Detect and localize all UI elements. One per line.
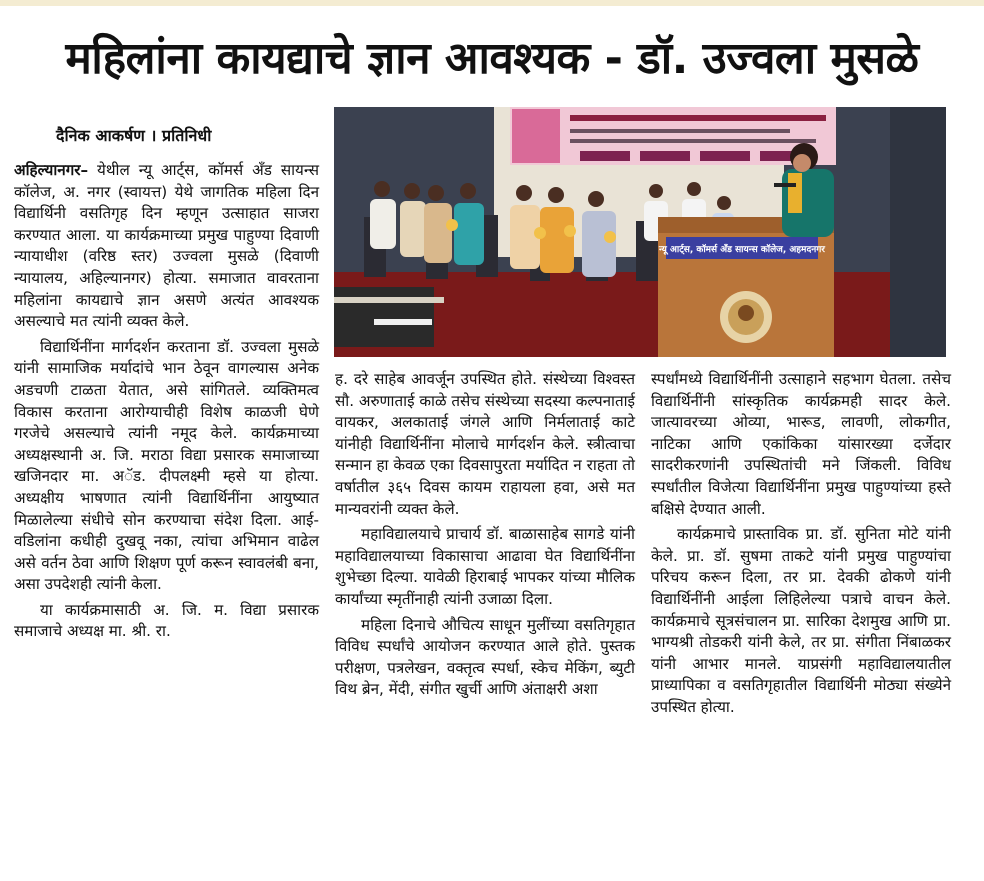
paragraph: महिला दिनाचे औचित्य साधून मुलींच्या वसतिगृहात विविध स्पर्धांचे आयोजन करण्यात आले होते. पुस्तक परीक्षण, पत्रलेखन, वक्तृत्व स्पर्धा, स्केच मेकिंग, ब्युटी विथ ब्रेन, मेंदी, संगीत खुर्ची आणि अंताक्षरी अशा xyxy=(335,615,635,699)
paragraph-text: येथील न्यू आर्ट्स, कॉमर्स अँड सायन्स कॉलेज, अ. नगर (स्वायत्त) येथे जागतिक महिला दिन विद्यार्थिनी वसतिगृह दिन म्हणून उत्साहात साजरा करण्यात आला. या कार्यक्रमाच्या प्रमुख पाहुण्या दिवाणी न्यायाधीश (वरिष्ठ स्तर) उज्वला मुसळे (दिवाणी न्यायालय, अहिल्यानगर) होत्या. समाजात वावरताना महिलांना कायद्याचे ज्ञान असणे अत्यंत आवश्यक असल्याचे मत त्यांनी व्यक्त केले. xyxy=(14,161,319,331)
paragraph: महाविद्यालयाचे प्राचार्य डॉ. बाळासाहेब सागडे यांनी महाविद्यालयाच्या विकासाचा आढावा घेत विद्यार्थिनींना शुभेच्छा दिल्या. यावेळी हिराबाई भापकर यांच्या मौलिक कार्यांच्या स्मृतींनाही त्यांनी उजाळा दिला. xyxy=(335,525,635,608)
paragraph: कार्यक्रमाचे प्रास्ताविक प्रा. डॉ. सुनिता मोटे यांनी केले. प्रा. डॉ. सुषमा ताकटे यांनी प्रमुख पाहुण्यांचा परिचय करून दिला, तर प्रा. देवकी ढोकणे यांनी विद्यार्थिनींनी आईला लिहिलेल्या पत्राचे वाचन केले. कार्यक्रमाचे सूत्रसंचालन प्रा. सारिका देशमुख आणि प्रा. भाग्यश्री तोडकरी यांनी केले, तर प्रा. संगीता निंबाळकर यांनी आभार मानले. याप्रसंगी महाविद्यालयातील प्राध्यापिका व वसतिगृहातील विद्यार्थिनी मोठ्या संख्येने उपस्थित होत्या. xyxy=(651,525,951,716)
top-border xyxy=(0,0,984,6)
podium-sign: न्यू आर्ट्स, कॉमर्स अँड सायन्स कॉलेज, अहमदनगर xyxy=(659,245,825,255)
paragraph: स्पर्धांमध्ये विद्यार्थिनींनी उत्साहाने सहभाग घेतला. तसेच विद्यार्थिनींनी सांस्कृतिक कार्यक्रमही सादर केले. जात्यावरच्या ओव्या, भारूड, लावणी, लोकगीत, नाटिका आणि एकांकिका यांसारख्या दर्जेदार सादरीकरणांनी उपस्थितांची मने जिंकली. विविध स्पर्धांतील विजेत्या विद्यार्थिनींना प्रमुख पाहुण्यांच्या हस्ते बक्षिसे देण्यात आली. xyxy=(651,370,951,518)
event-photo xyxy=(334,107,946,357)
dateline: अहिल्यानगर– xyxy=(14,161,89,179)
paragraph xyxy=(14,160,319,333)
paragraph: विद्यार्थिनींना मार्गदर्शन करताना डॉ. उज्वला मुसळे यांनी सामाजिक मर्यादांचे भान ठेवून वागल्यास अनेक अडचणी टाळता येतात, असे सांगितले. व्यक्तिमत्व विकास करताना आरोग्याचीही विशेष काळजी घेणे गरजेचे असल्याचे त्यांनी नमूद केले. कार्यक्रमाच्या अध्यक्षस्थानी अ. जि. मराठा विद्या प्रसारक समाजाच्या खजिनदार मा. अॅड. दीपलक्ष्मी म्हसे या होत्या. अध्यक्षीय भाषणात त्यांनी विद्यार्थिनींना आयुष्यात मिळालेल्या संधीचे सोन करण्याचा संदेश दिला. आई-वडिलांना कधीही दुखवू नका, त्यांचा अभिमान वाढेल असे वर्तन ठेवा आणि शिक्षण पूर्ण करून स्वावलंबी बना, असा उपदेशही त्यांनी केला. xyxy=(14,337,319,594)
article-column-1 xyxy=(14,160,319,643)
article-column-3 xyxy=(651,369,951,719)
article-column-2 xyxy=(335,369,635,701)
event-photo-illustration xyxy=(334,107,946,357)
paragraph: या कार्यक्रमासाठी अ. जि. म. विद्या प्रसारक समाजाचे अध्यक्ष मा. श्री. रा. xyxy=(14,600,319,641)
headline: महिलांना कायद्याचे ज्ञान आवश्यक - डॉ. उज्वला मुसळे xyxy=(65,33,919,84)
byline: दैनिक आकर्षण । प्रतिनिधी xyxy=(56,126,212,145)
paragraph: ह. दरे साहेब आवर्जून उपस्थित होते. संस्थेच्या विश्वस्त सौ. अरुणाताई काळे तसेच संस्थेच्या सदस्या कल्पनाताई वायकर, अलकाताई जंगले आणि निर्मलाताई काटे यांनीही विद्यार्थिनींना मोलाचे मार्गदर्शन केले. स्त्रीत्वाचा सन्मान हा केवळ एका दिवसापुरता मर्यादित न राहता तो वर्षातील ३६५ दिवस कायम राहायला हवा, असे मत मान्यवरांनी व्यक्त केले. xyxy=(335,370,635,518)
